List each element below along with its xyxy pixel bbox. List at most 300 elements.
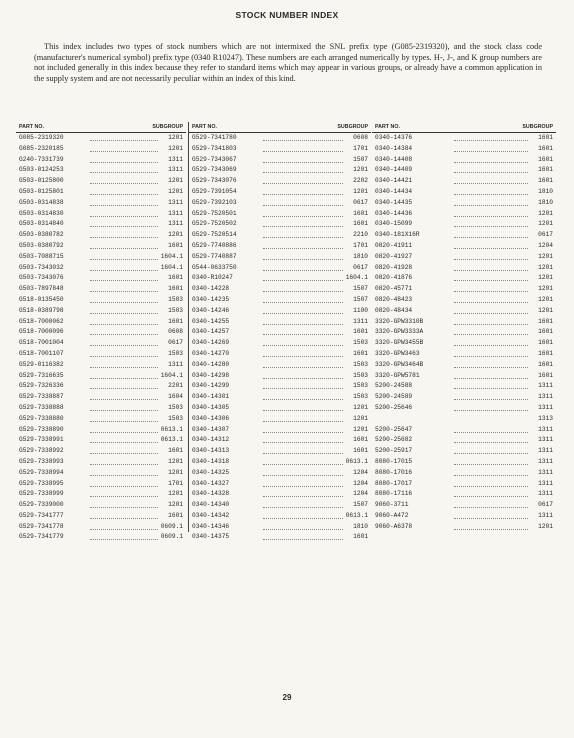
- index-row: [189, 446, 371, 457]
- part-number: 0340-14298: [192, 371, 230, 379]
- part-number: 0340-14312: [192, 436, 230, 444]
- part-number: G529-7339000: [19, 501, 64, 509]
- index-row: [189, 349, 371, 360]
- subgroup-number: 1204: [353, 490, 368, 498]
- subgroup-number: 1701: [353, 144, 368, 152]
- part-number: 5200-24589: [375, 393, 413, 401]
- part-number: G503-0124253: [19, 166, 64, 174]
- index-row: [16, 446, 186, 457]
- part-number: 0340-14325: [192, 468, 230, 476]
- subgroup-number: 0617: [353, 263, 368, 271]
- dot-leader: [263, 248, 343, 249]
- dot-leader: [263, 237, 343, 238]
- dot-leader: [90, 518, 158, 519]
- index-row: [189, 155, 371, 166]
- index-row: [189, 198, 371, 209]
- subgroup-number: 0608: [168, 328, 183, 336]
- subgroup-number: 1311: [538, 511, 553, 519]
- part-number: 0340-181X16R: [375, 231, 420, 239]
- index-row: [16, 219, 186, 230]
- index-row: [16, 479, 186, 490]
- dot-leader: [454, 388, 528, 389]
- part-number: 5200-25647: [375, 425, 413, 433]
- index-row: [372, 479, 556, 490]
- dot-leader: [90, 172, 158, 173]
- index-row: [16, 511, 186, 522]
- subgroup-number: 1100: [353, 306, 368, 314]
- index-row: [16, 133, 186, 144]
- dot-leader: [454, 259, 528, 260]
- index-row: [372, 176, 556, 187]
- part-number: 0340-14436: [375, 209, 413, 217]
- dot-leader: [454, 486, 528, 487]
- index-row: [16, 176, 186, 187]
- part-number: G529-7343076: [192, 177, 237, 185]
- index-row: [189, 338, 371, 349]
- part-number: G529-7341778: [19, 522, 64, 530]
- part-number: G529-7338999: [19, 490, 64, 498]
- subgroup-number: 1810: [353, 252, 368, 260]
- part-number: G503-7343032: [19, 263, 64, 271]
- subgroup-number: 1604.1: [160, 252, 183, 260]
- subgroup-number: 1601: [353, 349, 368, 357]
- part-number: G503-7343076: [19, 274, 64, 282]
- part-number: G240-7331739: [19, 155, 64, 163]
- subgroup-number: 2201: [168, 382, 183, 390]
- index-row: [189, 317, 371, 328]
- part-number: G518-0389798: [19, 306, 64, 314]
- part-number: G085-2319320: [19, 134, 64, 141]
- index-row: [189, 209, 371, 220]
- part-number: 0340-14346: [192, 522, 230, 530]
- part-number: 8080-17116: [375, 490, 413, 498]
- dot-leader: [454, 453, 528, 454]
- subgroup-number: 0613.1: [345, 511, 368, 519]
- part-number: G503-0125801: [19, 187, 64, 195]
- part-number: 5200-25917: [375, 447, 413, 455]
- dot-leader: [454, 302, 528, 303]
- subgroup-number: 1507: [353, 295, 368, 303]
- dot-leader: [90, 270, 158, 271]
- index-row: [16, 317, 186, 328]
- dot-leader: [90, 334, 158, 335]
- subgroup-number: 1201: [168, 231, 183, 239]
- index-row: [16, 468, 186, 479]
- column-rows: [189, 133, 371, 543]
- subgroup-number: 1311: [168, 166, 183, 174]
- subgroup-number: 1201: [538, 274, 553, 282]
- dot-leader: [454, 529, 528, 530]
- index-row: [189, 371, 371, 382]
- part-number: 0340-14235: [192, 295, 230, 303]
- subgroup-number: 1601: [353, 533, 368, 541]
- subgroup-number: 1601: [538, 317, 553, 325]
- part-number: G503-0314830: [19, 209, 64, 217]
- dot-leader: [263, 464, 343, 465]
- dot-leader: [263, 280, 343, 281]
- part-number: 0340-14408: [375, 155, 413, 163]
- dot-leader: [90, 442, 158, 443]
- part-number: 0340-14375: [192, 533, 230, 541]
- subgroup-number: 0609.1: [160, 533, 183, 541]
- part-number: G529-7338993: [19, 457, 64, 465]
- index-row: [16, 295, 186, 306]
- part-number: G529-7520502: [192, 220, 237, 228]
- dot-leader: [263, 259, 343, 260]
- part-number: G503-7897848: [19, 285, 64, 293]
- index-row: [372, 457, 556, 468]
- index-column-3: [372, 122, 556, 532]
- dot-leader: [263, 334, 343, 335]
- subgroup-number: 1201: [538, 522, 553, 530]
- dot-leader: [454, 237, 528, 238]
- subgroup-number: 1701: [168, 479, 183, 487]
- index-row: [16, 425, 186, 436]
- subgroup-number: 1503: [168, 306, 183, 314]
- part-number: 0820-48423: [375, 295, 413, 303]
- index-row: [189, 176, 371, 187]
- index-row: [16, 252, 186, 263]
- index-row: [189, 381, 371, 392]
- subgroup-number: 0617: [168, 339, 183, 347]
- part-number: 0340-14257: [192, 328, 230, 336]
- subgroup-number: 1201: [353, 414, 368, 422]
- dot-leader: [263, 270, 343, 271]
- index-row: [189, 144, 371, 155]
- dot-leader: [454, 270, 528, 271]
- part-number: 0340-15099: [375, 220, 413, 228]
- subgroup-number: 0608: [353, 134, 368, 141]
- subgroup-number: 1601: [353, 447, 368, 455]
- part-number: 0820-45771: [375, 285, 413, 293]
- subgroup-number: 1601: [538, 134, 553, 141]
- subgroup-number: 1601: [168, 447, 183, 455]
- subgroup-number: 1311: [538, 479, 553, 487]
- dot-leader: [90, 432, 158, 433]
- index-row: [372, 522, 556, 533]
- index-row: [372, 425, 556, 436]
- dot-leader: [90, 345, 158, 346]
- index-row: [372, 133, 556, 144]
- dot-leader: [90, 237, 158, 238]
- part-number: G503-0314838: [19, 198, 64, 206]
- index-row: [189, 295, 371, 306]
- part-number: 3320-GPW3464B: [375, 360, 424, 368]
- subgroup-number: 1604.1: [160, 371, 183, 379]
- dot-leader: [90, 486, 158, 487]
- part-number: 0820-41876: [375, 274, 413, 282]
- part-number: G529-7740887: [192, 252, 237, 260]
- subgroup-number: 1503: [353, 371, 368, 379]
- subgroup-number: 1311: [538, 468, 553, 476]
- dot-leader: [90, 248, 158, 249]
- subgroup-number: 1311: [538, 425, 553, 433]
- subgroup-number: 1601: [538, 328, 553, 336]
- subgroup-number: 1201: [353, 403, 368, 411]
- header-part-no: PART NO.: [19, 124, 44, 130]
- dot-leader: [90, 259, 158, 260]
- dot-leader: [454, 432, 528, 433]
- subgroup-number: 1201: [168, 457, 183, 465]
- intro-paragraph: [34, 42, 542, 84]
- column-header: [372, 122, 556, 133]
- part-number: 0340-14340: [192, 501, 230, 509]
- dot-leader: [263, 226, 343, 227]
- subgroup-number: 1204: [353, 468, 368, 476]
- index-row: [16, 532, 186, 543]
- part-number: G518-7001107: [19, 349, 64, 357]
- index-row: [189, 219, 371, 230]
- index-row: [16, 338, 186, 349]
- index-row: [189, 306, 371, 317]
- dot-leader: [90, 216, 158, 217]
- index-row: [372, 284, 556, 295]
- dot-leader: [90, 324, 158, 325]
- subgroup-number: 1201: [168, 490, 183, 498]
- subgroup-number: 1311: [168, 198, 183, 206]
- part-number: G529-7338888: [19, 403, 64, 411]
- part-number: G529-7338991: [19, 436, 64, 444]
- header-part-no: PART NO.: [375, 124, 400, 130]
- part-number: 3320-GPW5781: [375, 371, 420, 379]
- index-row: [189, 284, 371, 295]
- subgroup-number: 1604.1: [345, 274, 368, 282]
- part-number: 0340-14305: [192, 403, 230, 411]
- index-row: [16, 360, 186, 371]
- index-row: [372, 219, 556, 230]
- dot-leader: [90, 194, 158, 195]
- index-row: [189, 327, 371, 338]
- dot-leader: [90, 302, 158, 303]
- dot-leader: [263, 388, 343, 389]
- part-number: 0340-14421: [375, 177, 413, 185]
- dot-leader: [90, 226, 158, 227]
- dot-leader: [454, 399, 528, 400]
- subgroup-number: 0613.1: [160, 436, 183, 444]
- part-number: 9060-A6378: [375, 522, 413, 530]
- subgroup-number: 1601: [168, 274, 183, 282]
- dot-leader: [454, 367, 528, 368]
- index-row: [189, 500, 371, 511]
- part-number: G529-7341780: [192, 134, 237, 141]
- subgroup-number: 1201: [168, 187, 183, 195]
- part-number: 3320-GPW3310B: [375, 317, 424, 325]
- part-number: G518-7000062: [19, 317, 64, 325]
- index-row: [372, 435, 556, 446]
- subgroup-number: 1601: [538, 144, 553, 152]
- part-number: 0340-14307: [192, 425, 230, 433]
- subgroup-number: 1311: [538, 436, 553, 444]
- dot-leader: [454, 248, 528, 249]
- part-number: 0340-14228: [192, 285, 230, 293]
- subgroup-number: 1507: [353, 285, 368, 293]
- subgroup-number: 1810: [538, 198, 553, 206]
- dot-leader: [263, 399, 343, 400]
- subgroup-number: 1201: [538, 263, 553, 271]
- index-row: [189, 457, 371, 468]
- index-row: [372, 489, 556, 500]
- subgroup-number: 1601: [353, 209, 368, 217]
- part-number: G529-7740886: [192, 241, 237, 249]
- subgroup-number: 2202: [353, 177, 368, 185]
- dot-leader: [90, 496, 158, 497]
- subgroup-number: 1601: [538, 371, 553, 379]
- subgroup-number: 1311: [538, 490, 553, 498]
- part-number: 9060-3711: [375, 501, 409, 509]
- part-number: G085-2320185: [19, 144, 64, 152]
- part-number: G529-7520514: [192, 231, 237, 239]
- subgroup-number: 1601: [353, 220, 368, 228]
- part-number: 5200-25682: [375, 436, 413, 444]
- part-number: 0340-14299: [192, 382, 230, 390]
- subgroup-number: 1311: [168, 155, 183, 163]
- dot-leader: [454, 172, 528, 173]
- index-row: [372, 252, 556, 263]
- dot-leader: [90, 205, 158, 206]
- subgroup-number: 0613.1: [160, 425, 183, 433]
- dot-leader: [90, 453, 158, 454]
- dot-leader: [90, 183, 158, 184]
- index-row: [16, 522, 186, 533]
- dot-leader: [90, 507, 158, 508]
- subgroup-number: 1201: [168, 144, 183, 152]
- dot-leader: [454, 378, 528, 379]
- header-subgroup: SUBGROUP: [152, 124, 183, 130]
- subgroup-number: 1701: [353, 241, 368, 249]
- index-row: [16, 414, 186, 425]
- part-number: G529-7520501: [192, 209, 237, 217]
- dot-leader: [454, 313, 528, 314]
- dot-leader: [263, 172, 343, 173]
- part-number: 0340-14342: [192, 511, 230, 519]
- subgroup-number: 1507: [353, 501, 368, 509]
- index-row: [372, 209, 556, 220]
- dot-leader: [454, 410, 528, 411]
- dot-leader: [454, 464, 528, 465]
- dot-leader: [454, 496, 528, 497]
- part-number: 0340-14255: [192, 317, 230, 325]
- part-number: 0340-14270: [192, 349, 230, 357]
- index-row: [372, 155, 556, 166]
- dot-leader: [263, 529, 343, 530]
- index-row: [16, 457, 186, 468]
- subgroup-number: 1311: [538, 403, 553, 411]
- subgroup-number: 1503: [353, 360, 368, 368]
- subgroup-number: 1810: [353, 522, 368, 530]
- index-row: [16, 306, 186, 317]
- index-row: [189, 133, 371, 144]
- subgroup-number: 1201: [538, 220, 553, 228]
- dot-leader: [263, 302, 343, 303]
- dot-leader: [454, 475, 528, 476]
- dot-leader: [263, 205, 343, 206]
- subgroup-number: 1201: [168, 177, 183, 185]
- index-row: [372, 500, 556, 511]
- index-row: [189, 252, 371, 263]
- index-row: [16, 209, 186, 220]
- index-row: [16, 392, 186, 403]
- dot-leader: [90, 421, 158, 422]
- subgroup-number: 1503: [168, 349, 183, 357]
- dot-leader: [90, 388, 158, 389]
- part-number: G529-7343067: [192, 155, 237, 163]
- dot-leader: [263, 421, 343, 422]
- dot-leader: [90, 280, 158, 281]
- part-number: 0340-14246: [192, 306, 230, 314]
- dot-leader: [263, 183, 343, 184]
- part-number: 5200-24588: [375, 382, 413, 390]
- index-row: [372, 295, 556, 306]
- part-number: G529-7341803: [192, 144, 237, 152]
- dot-leader: [263, 313, 343, 314]
- dot-leader: [454, 216, 528, 217]
- dot-leader: [263, 475, 343, 476]
- part-number: G518-7001004: [19, 339, 64, 347]
- dot-leader: [90, 151, 158, 152]
- dot-leader: [263, 453, 343, 454]
- part-number: 0820-48434: [375, 306, 413, 314]
- dot-leader: [454, 280, 528, 281]
- index-row: [16, 187, 186, 198]
- subgroup-number: 1601: [538, 166, 553, 174]
- subgroup-number: 1204: [538, 241, 553, 249]
- subgroup-number: 2210: [353, 231, 368, 239]
- part-number: G529-7343069: [192, 166, 237, 174]
- subgroup-number: 1601: [168, 285, 183, 293]
- subgroup-number: 1201: [353, 166, 368, 174]
- dot-leader: [263, 162, 343, 163]
- subgroup-number: 1201: [168, 468, 183, 476]
- index-row: [16, 155, 186, 166]
- subgroup-number: 1201: [353, 187, 368, 195]
- index-row: [16, 230, 186, 241]
- dot-leader: [90, 378, 158, 379]
- index-row: [189, 511, 371, 522]
- index-row: [189, 360, 371, 371]
- subgroup-number: 1507: [353, 155, 368, 163]
- index-row: [189, 230, 371, 241]
- part-number: G529-7338992: [19, 447, 64, 455]
- index-row: [372, 414, 556, 425]
- subgroup-number: 1601: [353, 436, 368, 444]
- subgroup-number: 1601: [538, 360, 553, 368]
- dot-leader: [90, 356, 158, 357]
- index-row: [16, 198, 186, 209]
- index-row: [16, 435, 186, 446]
- part-number: 0340-14384: [375, 144, 413, 152]
- dot-leader: [263, 410, 343, 411]
- index-row: [189, 165, 371, 176]
- index-row: [372, 403, 556, 414]
- index-row: [372, 263, 556, 274]
- index-row: [16, 144, 186, 155]
- index-row: [189, 489, 371, 500]
- part-number: G503-0380782: [19, 231, 64, 239]
- dot-leader: [454, 356, 528, 357]
- index-row: [372, 392, 556, 403]
- subgroup-number: 1604: [168, 393, 183, 401]
- dot-leader: [90, 313, 158, 314]
- index-row: [16, 263, 186, 274]
- part-number: 5200-25646: [375, 403, 413, 411]
- column-header: [16, 122, 186, 133]
- part-number: 0340-14313: [192, 447, 230, 455]
- dot-leader: [454, 151, 528, 152]
- index-row: [189, 414, 371, 425]
- part-number: G529-7338887: [19, 393, 64, 401]
- index-row: [189, 468, 371, 479]
- subgroup-number: 1204: [353, 479, 368, 487]
